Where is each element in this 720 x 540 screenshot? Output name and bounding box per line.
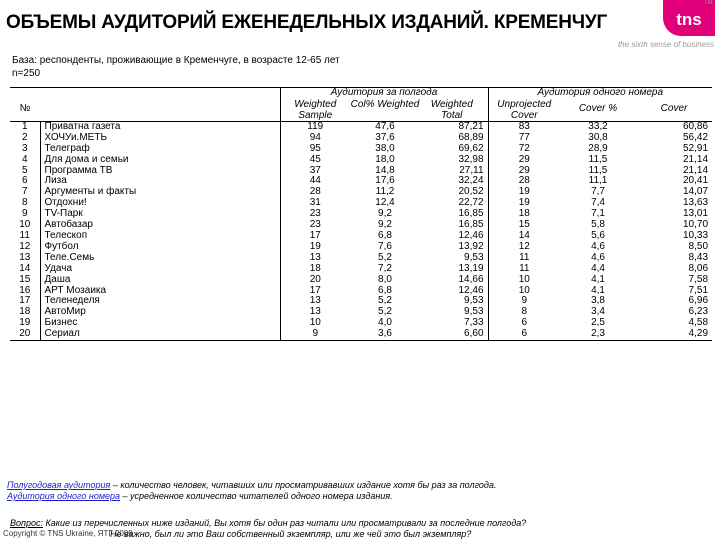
row-publication: Телескоп [40, 231, 280, 242]
row-unprojected-cover: 9 [488, 296, 560, 307]
row-number: 7 [21, 186, 28, 198]
row-weighted-sample: 23 [280, 209, 350, 220]
row-weighted-sample: 13 [280, 253, 350, 264]
row-col-weighted: 18,0 [375, 153, 395, 165]
table-row [10, 220, 712, 231]
row-unprojected-cover: 83 [488, 121, 560, 132]
row-number: 8 [21, 197, 28, 209]
row-unprojected-cover: 29 [488, 166, 560, 177]
row-cover: 6,23 [688, 306, 709, 318]
header-blank [10, 88, 40, 99]
row-publication: ХОЧУи.МЕТЬ [40, 133, 280, 144]
row-weighted-sample: 13 [280, 296, 350, 307]
row-col-weighted: 3,6 [350, 329, 420, 340]
row-cover-pct: 33,2 [588, 120, 608, 132]
header-col-weighted: Col% Weighted [350, 99, 420, 122]
row-publication: Сериал [40, 329, 280, 340]
row-cover-pct: 4,6 [591, 251, 605, 263]
header-name [40, 99, 280, 122]
row-publication: Приватна газета [40, 121, 280, 132]
row-cover: 60,86 [682, 120, 709, 132]
row-unprojected-cover: 12 [488, 242, 560, 253]
row-cover: 10,70 [682, 219, 709, 231]
row-col-weighted: 6,8 [378, 284, 392, 296]
row-weighted-total: 22,72 [458, 197, 484, 209]
question-line-2: Не важно, был ли это Ваш собственный экземпляр, или же чей это был экземпляр? [110, 529, 472, 539]
table-row [10, 264, 712, 275]
row-weighted-sample: 17 [280, 286, 350, 297]
row-weighted-total: 6,60 [420, 329, 488, 340]
row-weighted-total: 9,53 [464, 306, 484, 318]
row-cover-pct: 4,1 [591, 284, 605, 296]
row-cover-pct: 7,4 [591, 197, 605, 209]
row-weighted-sample: 28 [280, 187, 350, 198]
row-number: 20 [10, 329, 40, 340]
row-weighted-total: 12,46 [458, 229, 484, 241]
row-cover-pct: 7,1 [591, 208, 605, 220]
row-cover: 20,41 [682, 175, 709, 187]
row-publication: АвтоМир [40, 307, 280, 318]
row-number: 2 [21, 131, 28, 143]
row-weighted-total: 16,85 [458, 208, 484, 220]
row-cover-pct: 2,3 [560, 329, 636, 340]
row-cover: 56,42 [682, 131, 709, 143]
row-number: 1 [21, 120, 28, 132]
row-cover: 8,50 [688, 240, 709, 252]
row-number: 18 [19, 306, 31, 318]
base-description [12, 54, 340, 80]
row-col-weighted: 7,6 [378, 240, 392, 252]
row-cover: 6,96 [688, 295, 709, 307]
row-col-weighted: 5,2 [378, 295, 392, 307]
row-weighted-total: 32,98 [458, 153, 484, 165]
row-col-weighted: 7,2 [378, 262, 392, 274]
row-number: 17 [19, 295, 31, 307]
table-row [10, 187, 712, 198]
row-col-weighted: 4,0 [378, 317, 392, 329]
row-unprojected-cover: 72 [488, 144, 560, 155]
row-number: 11 [19, 229, 30, 241]
row-cover: 7,51 [688, 284, 709, 296]
row-col-weighted: 12,4 [375, 197, 395, 209]
row-number: 15 [19, 273, 31, 285]
table-row [10, 144, 712, 155]
row-publication: Автобазар [40, 220, 280, 231]
table-row [10, 253, 712, 264]
row-number: 13 [19, 251, 31, 263]
row-cover: 8,06 [688, 262, 709, 274]
row-unprojected-cover: 14 [488, 231, 560, 242]
row-cover: 8,43 [688, 251, 709, 263]
row-weighted-total: 27,11 [459, 164, 484, 176]
row-cover: 4,29 [636, 329, 712, 340]
tns-logo: tns [663, 0, 715, 36]
table-row [10, 231, 712, 242]
row-weighted-total: 9,53 [464, 251, 484, 263]
row-number: 16 [19, 284, 31, 296]
row-cover: 21,14 [682, 153, 709, 165]
row-weighted-sample: 45 [280, 155, 350, 166]
table-row [10, 296, 712, 307]
table-row [10, 286, 712, 297]
row-weighted-sample: 95 [280, 144, 350, 155]
row-weighted-total: 9,53 [464, 295, 484, 307]
table-row [10, 329, 712, 340]
row-number: 9 [21, 208, 28, 220]
row-weighted-total: 7,33 [464, 317, 484, 329]
row-cover-pct: 11,5 [588, 164, 608, 176]
table-row [10, 198, 712, 209]
row-weighted-total: 32,24 [458, 175, 484, 187]
row-cover-pct: 4,6 [591, 240, 605, 252]
row-weighted-total: 87,21 [458, 120, 484, 132]
row-unprojected-cover: 6 [488, 329, 560, 340]
row-col-weighted: 6,8 [378, 229, 392, 241]
row-cover: 52,91 [682, 142, 709, 154]
row-weighted-sample: 10 [280, 318, 350, 329]
row-publication: Теле.Семь [40, 253, 280, 264]
row-unprojected-cover: 11 [488, 264, 560, 275]
row-cover: 21,14 [682, 164, 709, 176]
row-weighted-sample: 94 [280, 133, 350, 144]
row-publication: Лиза [40, 176, 280, 187]
row-unprojected-cover: 15 [488, 220, 560, 231]
row-number: 14 [19, 262, 31, 274]
row-unprojected-cover: 28 [488, 176, 560, 187]
row-cover-pct: 5,6 [591, 229, 605, 241]
row-cover: 4,58 [688, 317, 709, 329]
row-unprojected-cover: 11 [488, 253, 560, 264]
row-cover: 10,33 [682, 229, 709, 241]
row-cover-pct: 3,4 [591, 306, 605, 318]
row-weighted-total: 14,66 [458, 273, 484, 285]
row-col-weighted: 9,2 [378, 219, 392, 231]
note-issue-def: – усредненное количество читателей одного номера издания. [120, 491, 393, 501]
base-line-2: n=250 [12, 68, 41, 79]
base-line-1: База: респонденты, проживающие в Кременчуге, в возрасте 12-65 лет [12, 55, 340, 66]
row-weighted-total: 69,62 [458, 142, 484, 154]
row-weighted-sample: 9 [280, 329, 350, 340]
row-unprojected-cover: 77 [488, 133, 560, 144]
row-weighted-sample: 19 [280, 242, 350, 253]
row-cover: 14,07 [682, 186, 709, 198]
row-publication: АРТ Мозаика [40, 286, 280, 297]
row-cover: 7,58 [688, 273, 709, 285]
header-num: № [10, 99, 40, 122]
row-publication: Даша [40, 275, 280, 286]
header-unprojected-cover: Unprojected Cover [488, 99, 560, 122]
row-weighted-sample: 44 [280, 176, 350, 187]
header-weighted-sample: Weighted Sample [280, 99, 350, 122]
row-cover: 13,63 [682, 197, 709, 209]
row-col-weighted: 5,2 [378, 251, 392, 263]
row-number: 3 [21, 142, 28, 154]
row-cover-pct: 5,8 [591, 219, 605, 231]
row-cover-pct: 11,1 [588, 175, 608, 187]
row-publication: Удача [40, 264, 280, 275]
row-col-weighted: 9,2 [378, 208, 392, 220]
trademark-mark: TM [704, 0, 713, 6]
note-halfyear-term: Полугодовая аудитория [7, 480, 111, 490]
question-label: Вопрос: [10, 518, 43, 528]
row-cover-pct: 7,7 [591, 186, 605, 198]
row-weighted-total: 13,92 [458, 240, 484, 252]
row-col-weighted: 17,6 [375, 175, 395, 187]
row-publication: Аргументы и факты [40, 187, 280, 198]
row-weighted-sample: 37 [280, 166, 350, 177]
note-halfyear [7, 480, 496, 491]
row-cover-pct: 28,9 [588, 142, 608, 154]
row-publication: Бизнес [40, 318, 280, 329]
row-weighted-total: 12,46 [458, 284, 484, 296]
group-header-issue: Аудитория одного номера [488, 88, 712, 99]
row-weighted-sample: 31 [280, 198, 350, 209]
row-number: 12 [19, 240, 31, 252]
row-unprojected-cover: 19 [488, 198, 560, 209]
row-cover-pct: 30,8 [588, 131, 608, 143]
row-col-weighted: 5,2 [378, 306, 392, 318]
row-col-weighted: 8,0 [378, 273, 392, 285]
header-cover-pct: Cover % [560, 99, 636, 122]
table-row [10, 318, 712, 329]
row-cover-pct: 4,1 [591, 273, 605, 285]
row-weighted-total: 68,89 [458, 131, 484, 143]
page-title: ОБЪЕМЫ АУДИТОРИЙ ЕЖЕНЕДЕЛЬНЫХ ИЗДАНИЙ. КРЕМЕНЧУГ [6, 12, 608, 33]
row-number: 19 [19, 317, 31, 329]
row-number: 4 [21, 153, 28, 165]
table-row [10, 155, 712, 166]
row-weighted-sample: 13 [280, 307, 350, 318]
row-weighted-total: 20,52 [458, 186, 484, 198]
row-publication: Теленеделя [40, 296, 280, 307]
row-weighted-sample: 119 [280, 121, 350, 132]
copyright: Copyright © TNS Ukraine, ЯТГ 2009 [3, 529, 133, 538]
note-issue [7, 491, 496, 502]
row-cover: 13,01 [682, 208, 709, 220]
row-unprojected-cover: 10 [488, 275, 560, 286]
notes [7, 480, 496, 502]
brand-tagline: the sixth sense of business [617, 40, 714, 49]
row-publication: Футбол [40, 242, 280, 253]
row-weighted-sample: 23 [280, 220, 350, 231]
audience-table [10, 87, 712, 341]
row-cover-pct: 11,5 [588, 153, 608, 165]
row-col-weighted: 14,8 [375, 164, 395, 176]
header-weighted-total: Weighted Total [420, 99, 488, 122]
row-cover-pct: 3,8 [591, 295, 605, 307]
row-cover-pct: 2,5 [591, 317, 605, 329]
table-row [10, 209, 712, 220]
row-unprojected-cover: 18 [488, 209, 560, 220]
table-row [10, 242, 712, 253]
row-unprojected-cover: 29 [488, 155, 560, 166]
row-weighted-sample: 18 [280, 264, 350, 275]
row-col-weighted: 47,6 [375, 120, 395, 132]
row-col-weighted: 38,0 [375, 142, 395, 154]
note-issue-term: Аудитория одного номера [7, 491, 121, 501]
row-weighted-total: 13,19 [458, 262, 484, 274]
row-publication: Отдохни! [40, 198, 280, 209]
question-line-1: Какие из перечисленных ниже изданий, Вы хотя бы один раз читали или просматривали за последние полгода? [42, 518, 527, 528]
row-weighted-sample: 20 [280, 275, 350, 286]
row-cover-pct: 4,4 [591, 262, 605, 274]
table-row [10, 275, 712, 286]
row-publication: Телеграф [40, 144, 280, 155]
table-row [10, 307, 712, 318]
row-unprojected-cover: 6 [488, 318, 560, 329]
table-body [10, 121, 712, 340]
row-unprojected-cover: 19 [488, 187, 560, 198]
row-publication: TV-Парк [40, 209, 280, 220]
row-number: 5 [21, 164, 28, 176]
row-publication: Для дома и семьи [40, 155, 280, 166]
row-unprojected-cover: 8 [488, 307, 560, 318]
row-unprojected-cover: 10 [488, 286, 560, 297]
row-weighted-sample: 17 [280, 231, 350, 242]
row-col-weighted: 37,6 [375, 131, 395, 143]
row-number: 6 [21, 175, 28, 187]
header-cover: Cover [636, 99, 712, 122]
row-col-weighted: 11,2 [375, 186, 395, 198]
note-halfyear-def: – количество человек, читавших или просматривавших издание хотя бы раз за полгода. [110, 480, 497, 490]
header-blank [40, 88, 280, 99]
row-publication: Программа ТВ [40, 166, 280, 177]
row-weighted-total: 16,85 [458, 219, 484, 231]
group-header-halfyear: Аудитория за полгода [280, 88, 488, 99]
row-number: 10 [19, 219, 31, 231]
